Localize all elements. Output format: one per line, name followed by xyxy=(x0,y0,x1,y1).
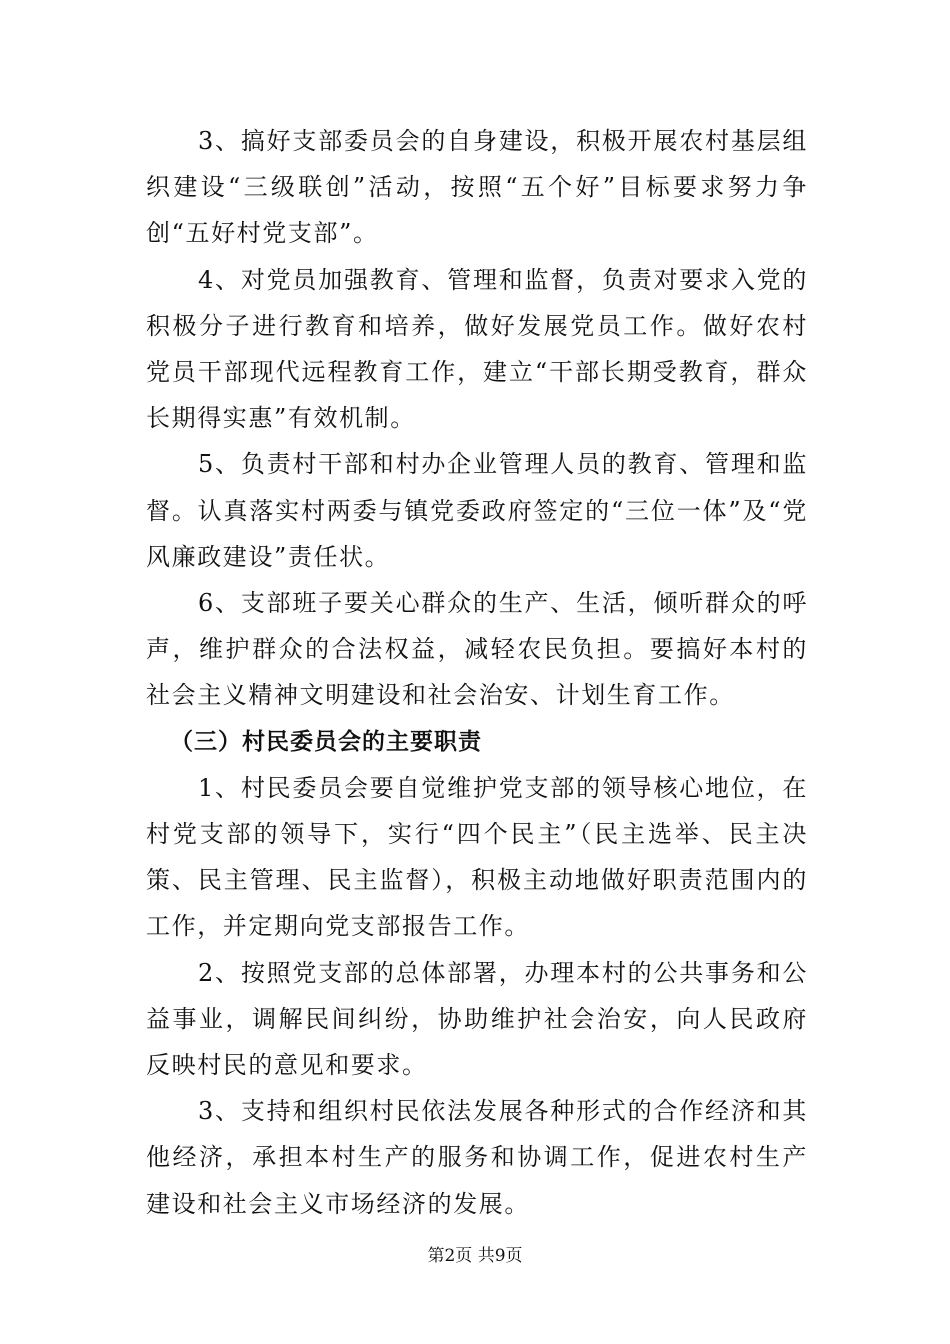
paragraph-6-mass-welfare: 6、支部班子要关心群众的生产、生活，倾听群众的呼声，维护群众的合法权益，减轻农民负担。要搞好本村的社会主义精神文明建设和社会治安、计划生育工作。 xyxy=(146,589,808,710)
paragraph-4-member-education: 4、对党员加强教育、管理和监督，负责对要求入党的积极分子进行教育和培养，做好发展党员工作。做好农村党员干部现代远程教育工作，建立“干部长期受教育，群众长期得实惠”有效机制。 xyxy=(146,265,808,433)
page-footer: 第2页 共9页 xyxy=(427,1246,523,1266)
paragraph-1-committee-leadership: 1、村民委员会要自觉维护党支部的领导核心地位，在村党支部的领导下，实行“四个民主”（民主选举、民主决策、民主管理、民主监督），积极主动地做好职责范围内的工作，并定期向党支部报告工作。 xyxy=(146,773,808,941)
paragraph-3-party-branch-building: 3、搞好支部委员会的自身建设，积极开展农村基层组织建设“三级联创”活动，按照“五个好”目标要求努力争创“五好村党支部”。 xyxy=(146,127,808,248)
paragraph-3-cooperative-economy: 3、支持和组织村民依法发展各种形式的合作经济和其他经济，承担本村生产的服务和协调工作，促进农村生产建设和社会主义市场经济的发展。 xyxy=(146,1097,808,1218)
paragraph-2-public-affairs: 2、按照党支部的总体部署，办理本村的公共事务和公益事业，调解民间纠纷，协助维护社会治安，向人民政府反映村民的意见和要求。 xyxy=(146,958,808,1080)
document-body xyxy=(146,118,808,1227)
section-heading-villager-committee: （三）村民委员会的主要职责 xyxy=(170,728,482,755)
paragraph-5-cadre-supervision: 5、负责村干部和村办企业管理人员的教育、管理和监督。认真落实村两委与镇党委政府签定的“三位一体”及“党风廉政建设”责任状。 xyxy=(146,450,808,571)
